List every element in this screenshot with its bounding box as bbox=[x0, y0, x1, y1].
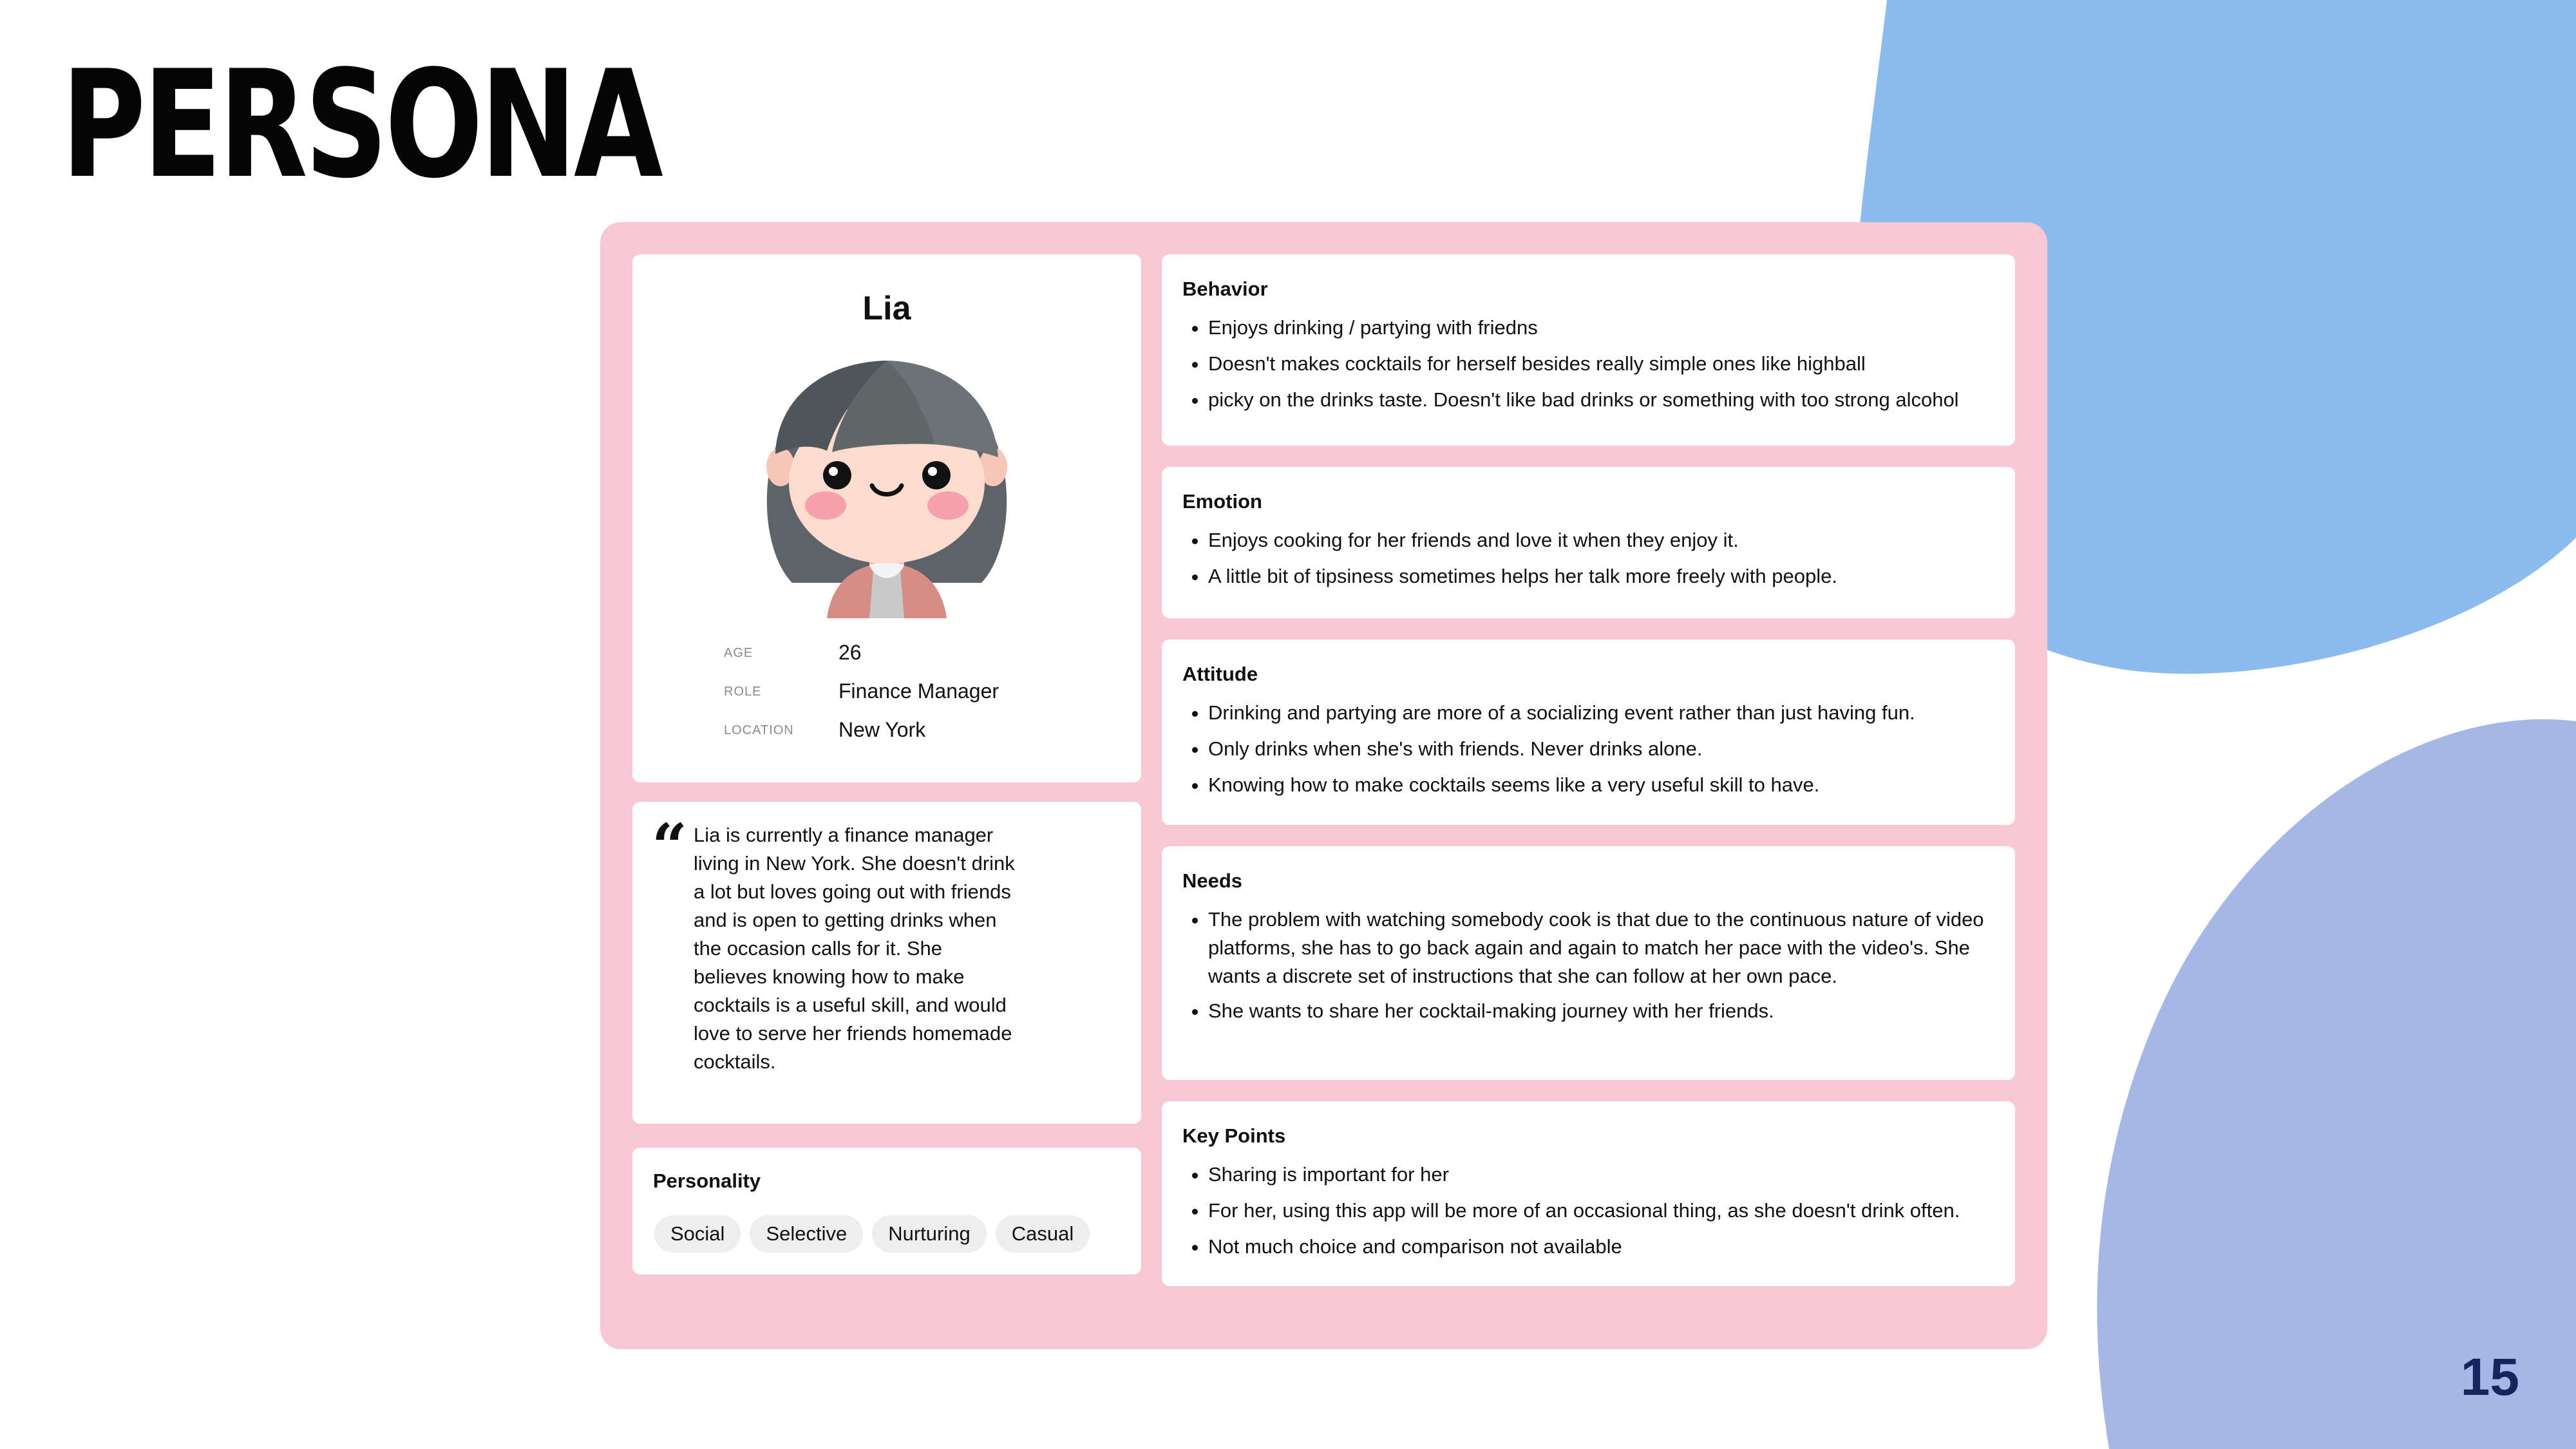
list-item: • A little bit of tipsiness sometimes helps her talk more freely with people. bbox=[1208, 562, 2015, 591]
persona-board bbox=[600, 222, 2047, 1349]
detail-row-role bbox=[724, 676, 1084, 714]
list-item: • Enjoys cooking for her friends and love it when they enjoy it. bbox=[1208, 526, 2015, 554]
list-item: • picky on the drinks taste. Doesn't like bad drinks or something with too strong alcohol bbox=[1208, 386, 2015, 414]
quote-card bbox=[632, 802, 1141, 1124]
persona-name: Lia bbox=[862, 290, 911, 327]
attitude-list bbox=[1182, 699, 2015, 807]
key-points-list bbox=[1182, 1160, 2015, 1271]
emotion-heading: Emotion bbox=[1182, 490, 1262, 513]
detail-value-location: New York bbox=[838, 718, 926, 741]
page-number: 15 bbox=[2460, 1348, 2519, 1406]
personality-heading: Personality bbox=[653, 1170, 761, 1192]
list-item: • Enjoys drinking / partying with friedns bbox=[1208, 314, 2015, 342]
quote-icon: “ bbox=[652, 810, 688, 883]
avatar-eye-left-shine bbox=[829, 467, 838, 476]
behavior-card bbox=[1162, 254, 2015, 446]
background-blob-bottom bbox=[2097, 719, 2576, 1449]
detail-label-role: ROLE bbox=[724, 685, 762, 699]
list-item: • Only drinks when she's with friends. Never drinks alone. bbox=[1208, 735, 2015, 763]
list-item: • Sharing is important for her bbox=[1208, 1160, 2015, 1189]
list-item: • The problem with watching somebody cook is that due to the continuous nature of video platforms, she has to go back again and again to match her pace with the video's. She wants a discrete set of instructions that she can follow at her own pace. bbox=[1208, 905, 1989, 990]
needs-card bbox=[1162, 846, 2015, 1080]
list-item: • Knowing how to make cocktails seems like a very useful skill to have. bbox=[1208, 771, 2015, 799]
needs-list bbox=[1182, 905, 1989, 1036]
trait-chip-social: Social bbox=[654, 1215, 741, 1253]
behavior-heading: Behavior bbox=[1182, 278, 1268, 300]
detail-row-location bbox=[724, 715, 1084, 752]
emotion-card bbox=[1162, 467, 2015, 618]
personality-card bbox=[632, 1148, 1141, 1274]
detail-value-age: 26 bbox=[838, 641, 862, 664]
trait-chip-selective: Selective bbox=[750, 1215, 863, 1253]
trait-chip-nurturing: Nurturing bbox=[872, 1215, 987, 1253]
profile-card bbox=[632, 254, 1141, 782]
detail-value-role: Finance Manager bbox=[838, 679, 999, 703]
list-item: • She wants to share her cocktail-making journey with her friends. bbox=[1208, 997, 1989, 1025]
trait-chip-casual: Casual bbox=[996, 1215, 1090, 1253]
avatar-cheek-left bbox=[805, 491, 846, 520]
page-title: PERSONA bbox=[61, 39, 661, 211]
behavior-list bbox=[1182, 314, 2015, 422]
avatar-eye-left bbox=[823, 461, 851, 489]
attitude-card bbox=[1162, 639, 2015, 825]
list-item: • Drinking and partying are more of a socializing event rather than just having fun. bbox=[1208, 699, 2015, 727]
persona-quote: Lia is currently a finance manager living in New York. She doesn't drink a lot but loves going out with friends and is open to getting drinks when the occasion calls for it. She believes knowing how to make cocktails is a useful skill, and would love to serve her friends homemade cocktails. bbox=[694, 824, 1015, 1073]
attitude-heading: Attitude bbox=[1182, 663, 1258, 685]
detail-label-age: AGE bbox=[724, 646, 753, 660]
list-item: • Doesn't makes cocktails for herself besides really simple ones like highball bbox=[1208, 350, 2015, 378]
key-points-heading: Key Points bbox=[1182, 1124, 1286, 1147]
list-item: • Not much choice and comparison not available bbox=[1208, 1233, 2015, 1261]
avatar-eye-right-shine bbox=[928, 467, 937, 476]
detail-label-location: LOCATION bbox=[724, 723, 794, 737]
needs-heading: Needs bbox=[1182, 869, 1243, 892]
avatar-cheek-right bbox=[927, 491, 969, 520]
list-item: • For her, using this app will be more of an occasional thing, as she doesn't drink often. bbox=[1208, 1197, 2015, 1225]
avatar-eye-right bbox=[922, 461, 951, 489]
emotion-list bbox=[1182, 526, 2015, 598]
personality-traits bbox=[654, 1215, 1090, 1253]
key-points-card bbox=[1162, 1101, 2015, 1286]
avatar-icon bbox=[761, 348, 1012, 618]
detail-row-age bbox=[724, 638, 1084, 675]
